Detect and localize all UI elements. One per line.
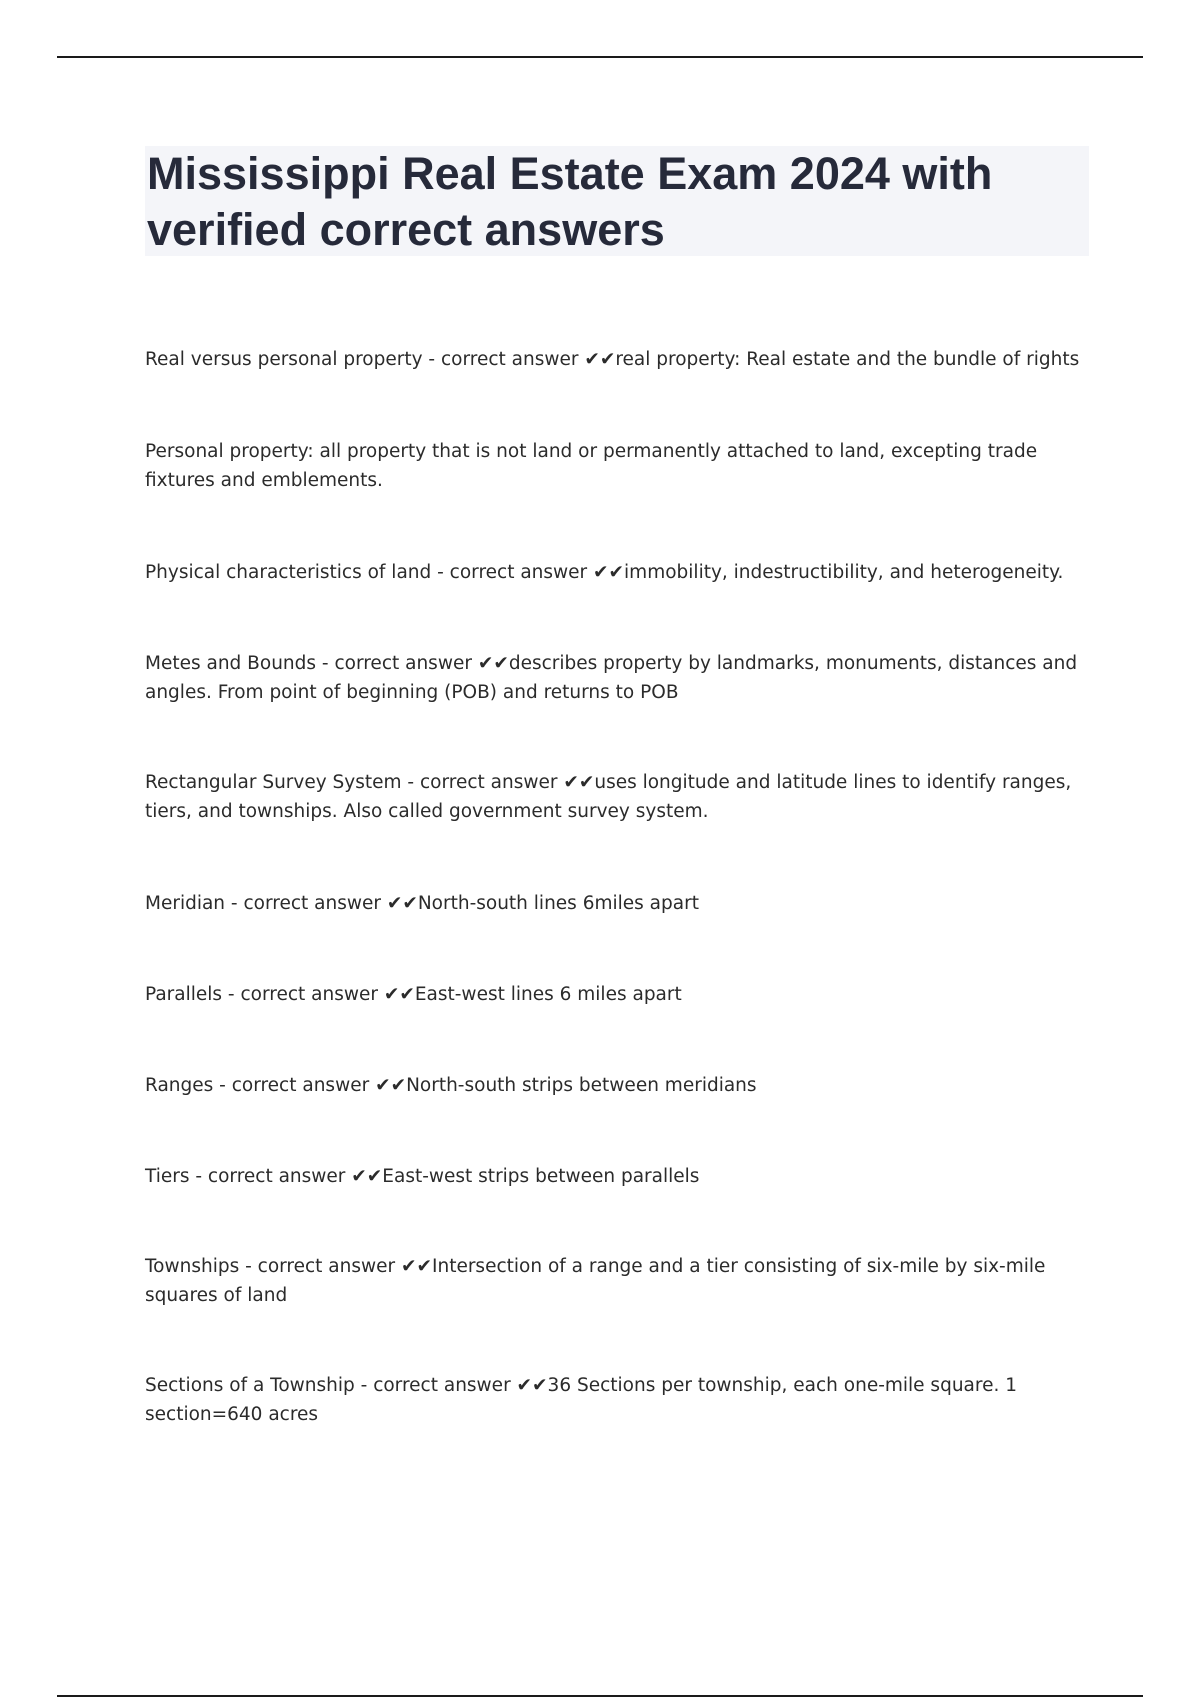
entry-parallels: Parallels - correct answer ✔✔East-west lines 6 miles apart xyxy=(145,984,682,1005)
entry-sections-of-township: Sections of a Township - correct answer ✔✔36 Sections per township, each one-mile square. 1 section=640 acres xyxy=(145,1375,1017,1425)
top-rule xyxy=(57,56,1143,58)
title-banner xyxy=(145,146,1089,256)
entry-physical-characteristics: Physical characteristics of land - correct answer ✔✔immobility, indestructibility, and heterogeneity. xyxy=(145,562,1064,583)
entry-meridian: Meridian - correct answer ✔✔North-south lines 6miles apart xyxy=(145,893,699,914)
entry-metes-and-bounds: Metes and Bounds - correct answer ✔✔describes property by landmarks, monuments, distances and angles. From point of beginning (POB) and returns to POB xyxy=(145,653,1078,703)
bottom-rule xyxy=(57,1695,1143,1697)
entry-real-vs-personal: Real versus personal property - correct answer ✔✔real property: Real estate and the bundle of rights xyxy=(145,349,1080,370)
entry-rectangular-survey: Rectangular Survey System - correct answer ✔✔uses longitude and latitude lines to identify ranges, tiers, and townships. Also called government survey system. xyxy=(145,772,1072,822)
document-title: Mississippi Real Estate Exam 2024 with verified correct answers xyxy=(147,148,993,255)
entry-ranges: Ranges - correct answer ✔✔North-south strips between meridians xyxy=(145,1075,757,1096)
entry-tiers: Tiers - correct answer ✔✔East-west strips between parallels xyxy=(145,1166,700,1187)
entry-townships: Townships - correct answer ✔✔Intersection of a range and a tier consisting of six-mile by six-mile squares of land xyxy=(145,1256,1046,1306)
entry-personal-property: Personal property: all property that is not land or permanently attached to land, excepting trade fixtures and emblements. xyxy=(145,441,1038,491)
